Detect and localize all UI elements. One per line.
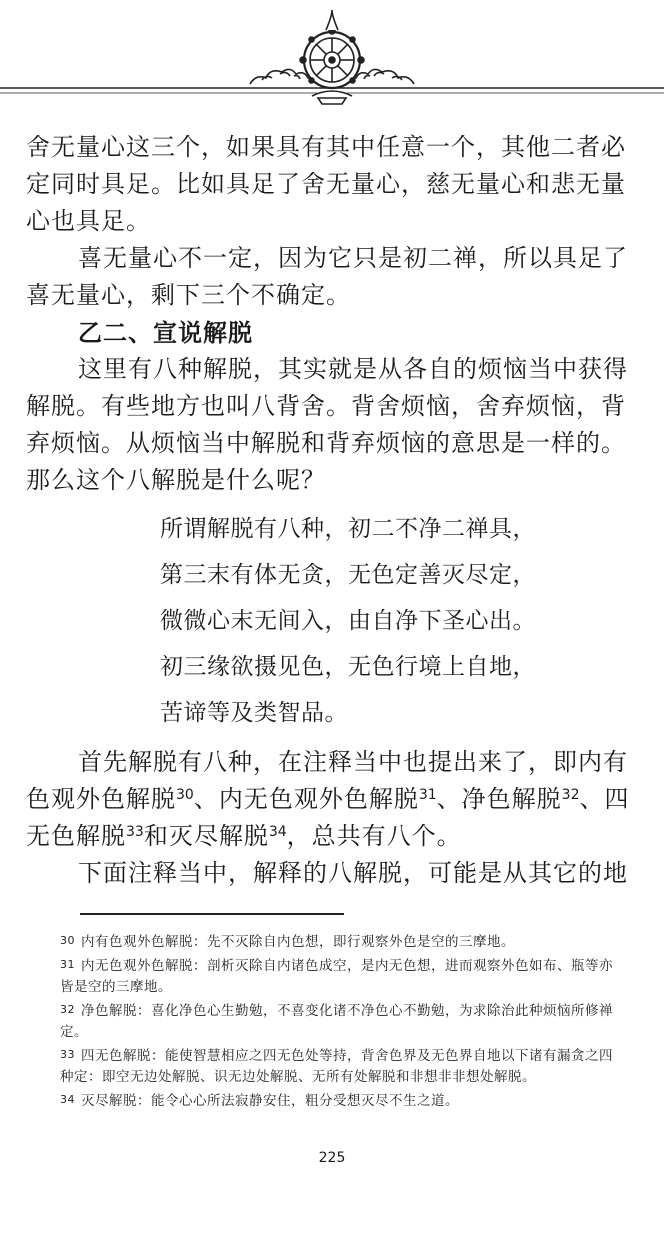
footnote-text: 灭尽解脱：能令心心所法寂静安住，粗分受想灭尽不生之道。 [81, 1093, 459, 1109]
body-after-verse [26, 744, 640, 892]
page-number: 225 [318, 1150, 346, 1166]
footnotes [60, 930, 620, 1113]
verse-line-2: 第三末有体无贪，无色定善灭尽定， [160, 562, 536, 588]
verse-line-4: 初三缘欲摄见色，无色行境上自地， [160, 654, 536, 680]
paragraph-4-part-d: 、四无色解脱 [26, 785, 630, 850]
paragraph-3: 这里有八种解脱，其实就是从各自的烦恼当中获得解脱。有些地方也叫八背舍。背舍烦恼，舍弃烦恼，背弃烦恼。从烦恼当中解脱和背弃烦恼的意思是一样的。那么这个八解脱是什么呢？ [26, 355, 628, 494]
footnote-ref-34[interactable]: 34 [268, 824, 287, 840]
footnote-33 [60, 1044, 620, 1088]
verse-block [160, 506, 620, 736]
footnote-30 [60, 930, 620, 953]
verse-line-5: 苦谛等及类智品。 [160, 700, 348, 726]
paragraph-4-part-c: 、净色解脱 [436, 785, 562, 813]
paragraph-4-part-e: 和灭尽解脱 [143, 822, 269, 850]
footnote-ref-31[interactable]: 31 [418, 787, 437, 803]
footnote-ref-33[interactable]: 33 [126, 824, 144, 840]
paragraph-5: 下面注释当中，解释的八解脱，可能是从其它的地 [78, 859, 628, 887]
verse-line-1: 所谓解脱有八种，初二不净二禅具， [160, 516, 536, 542]
footnote-separator [80, 913, 344, 915]
paragraph-4-part-b: 、内无色观外色解脱 [193, 785, 419, 813]
dharma-wheel-header-ornament [0, 0, 664, 105]
verse-line-3: 微微心末无间入，由自净下圣心出。 [160, 608, 536, 634]
paragraph-4-part-f: ，总共有八个。 [286, 822, 462, 850]
footnote-34 [60, 1089, 620, 1112]
footnote-31 [60, 954, 620, 998]
footnote-number: 33 [60, 1048, 75, 1061]
footnote-ref-32[interactable]: 32 [561, 787, 580, 803]
footnote-text: 内无色观外色解脱：剖析灭除自内诸色成空，是内无色想，进而观察外色如布、瓶等亦皆是空的三摩地。 [60, 958, 613, 995]
paragraph-2: 喜无量心不一定，因为它只是初二禅，所以具足了喜无量心，剩下三个不确定。 [26, 244, 628, 309]
footnote-number: 32 [60, 1003, 75, 1016]
footnote-number: 31 [60, 958, 75, 971]
paragraph-4 [26, 744, 640, 855]
footnote-number: 34 [60, 1093, 75, 1106]
paragraph-1: 舍无量心这三个，如果具有其中任意一个，其他二者必定同时具足。比如具足了舍无量心，慈无量心和悲无量心也具足。 [26, 133, 626, 235]
section-heading: 乙二、宣说解脱 [78, 318, 253, 347]
footnote-text: 内有色观外色解脱：先不灭除自内色想，即行观察外色是空的三摩地。 [81, 934, 515, 950]
footnote-number: 30 [60, 934, 75, 947]
footnote-text: 净色解脱：喜化净色心生勤勉，不喜变化诸不净色心不勤勉，为求除治此种烦恼所修禅定。 [60, 1003, 613, 1040]
footnote-32 [60, 999, 620, 1043]
paragraph-4-part-a: 首先解脱有八种，在注释当中也提出来了，即内有色观外色解脱 [26, 748, 628, 813]
main-body [26, 129, 640, 499]
footnote-ref-30[interactable]: 30 [176, 787, 194, 803]
footnote-text: 四无色解脱：能使智慧相应之四无色处等持，背舍色界及无色界自地以下诸有漏贪之四种定：即空无边处解脱、识无边处解脱、无所有处解脱和非想非非想处解脱。 [60, 1048, 613, 1085]
